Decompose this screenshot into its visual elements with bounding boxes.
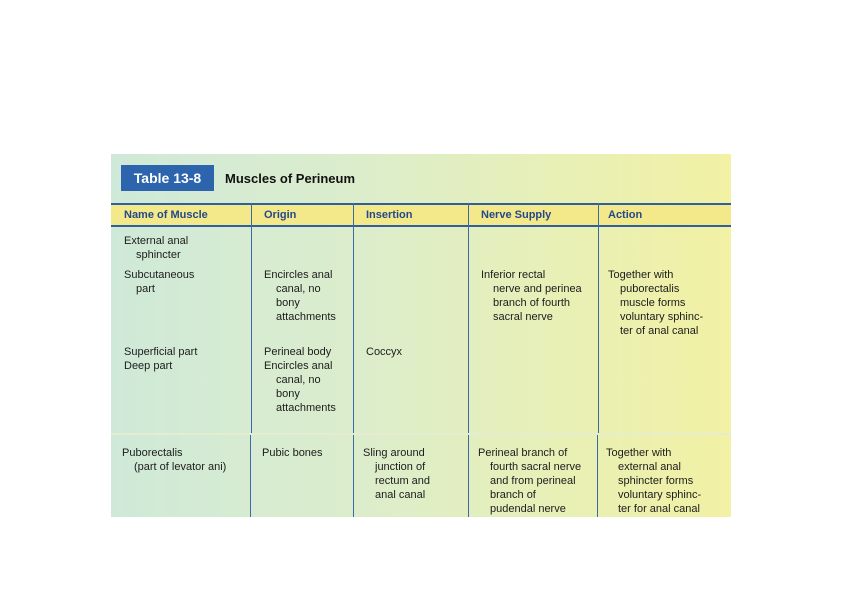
row-subcutaneous-nerve: Inferior rectal nerve and perinea branch of fourth sacral nerve xyxy=(481,269,582,323)
header-action: Action xyxy=(608,209,643,221)
column-divider xyxy=(353,435,354,517)
row-deep-origin: Encircles anal canal, no bony attachments xyxy=(264,360,336,414)
column-divider xyxy=(353,203,354,433)
row-puborectalis-name: Puborectalis (part of levator ani) xyxy=(122,447,227,473)
header-insertion: Insertion xyxy=(366,209,413,221)
header-origin: Origin xyxy=(264,209,297,221)
row-superficial-name: Superficial part xyxy=(124,346,198,358)
header-nerve-supply: Nerve Supply xyxy=(481,209,552,221)
row-deep-name: Deep part xyxy=(124,360,173,372)
row-puborectalis-action: Together with external anal sphincter forms voluntary sphinc- ter for anal canal xyxy=(606,447,702,515)
column-divider xyxy=(468,435,469,517)
table-title-bar xyxy=(111,154,731,201)
row-puborectalis-origin: Pubic bones xyxy=(262,447,323,459)
muscles-of-perineum-table xyxy=(111,154,731,517)
row-puborectalis-nerve: Perineal branch of fourth sacral nerve and from perineal branch of pudendal nerve xyxy=(478,447,582,515)
table-title: Muscles of Perineum xyxy=(225,171,356,186)
row-subcutaneous-origin: Encircles anal canal, no bony attachments xyxy=(264,269,336,323)
row-superficial-origin: Perineal body xyxy=(264,346,332,358)
column-divider xyxy=(251,203,252,433)
row-puborectalis-insertion: Sling around junction of rectum and anal canal xyxy=(363,447,431,501)
row-external-anal-name: External anal sphincter xyxy=(124,235,189,261)
table-header-row xyxy=(111,203,731,227)
row-subcutaneous-name: Subcutaneous part xyxy=(124,269,195,295)
row-separator xyxy=(111,433,731,435)
table-number-badge: Table 13-8 xyxy=(121,165,214,191)
row-subcutaneous-action: Together with puborectalis muscle forms voluntary sphinc- ter of anal canal xyxy=(608,269,704,337)
header-name-of-muscle: Name of Muscle xyxy=(124,209,208,221)
column-divider xyxy=(597,435,598,517)
column-divider xyxy=(468,203,469,433)
column-divider xyxy=(598,203,599,433)
row-superficial-insertion: Coccyx xyxy=(366,346,403,358)
column-divider xyxy=(250,435,251,517)
